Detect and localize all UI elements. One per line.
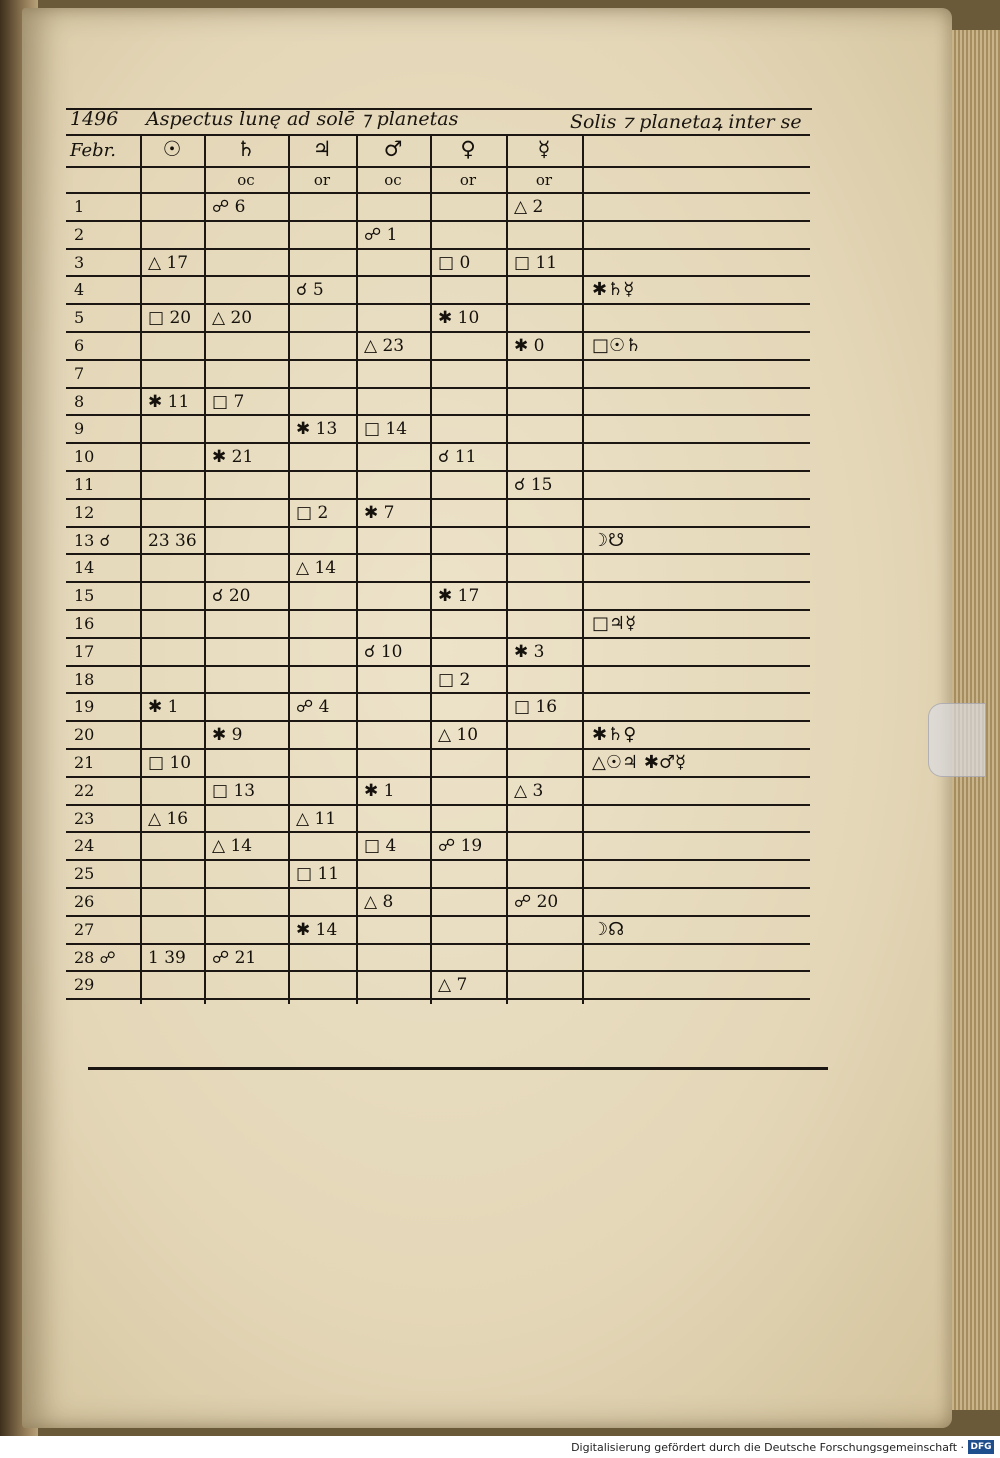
column-header-sub: oc xyxy=(237,171,255,189)
row-day: 26 xyxy=(74,892,95,911)
column-header-symbol: ☉ xyxy=(162,137,182,161)
aspect-cell: △ 3 xyxy=(514,780,544,801)
aspect-cell: 1 39 xyxy=(148,947,186,968)
row-day: 1 xyxy=(74,197,85,216)
row-planet-aspect: □☉♄ xyxy=(592,335,642,356)
table-row-rule xyxy=(66,748,810,750)
row-planet-aspect: ☽☋ xyxy=(592,529,625,551)
page-clip xyxy=(928,703,986,777)
aspect-cell: ☌ 20 xyxy=(212,586,251,607)
column-header-sub: oc xyxy=(384,171,402,189)
column-header-symbol: ☿ xyxy=(537,137,551,161)
aspect-cell: □ 13 xyxy=(212,780,256,801)
table-column-rule xyxy=(430,136,432,1004)
aspect-cell: ✱ 1 xyxy=(364,780,395,801)
row-day: 19 xyxy=(74,697,95,717)
row-planet-aspect: ✱♄☿ xyxy=(592,279,635,301)
row-day: 7 xyxy=(74,363,85,383)
aspect-cell: ☍ 6 xyxy=(212,197,246,217)
table-column-rule xyxy=(356,136,358,1004)
row-day: 2 xyxy=(74,224,85,244)
aspect-cell: △ 23 xyxy=(364,336,405,356)
aspect-cell: □ 10 xyxy=(148,753,192,773)
row-day: 9 xyxy=(74,419,85,439)
row-day: 3 xyxy=(74,252,85,272)
table-row-rule xyxy=(66,414,810,416)
table-row-rule xyxy=(66,303,810,305)
row-day: 6 xyxy=(74,336,85,355)
row-planet-aspect: ☽☊ xyxy=(592,918,625,940)
column-header-sub: or xyxy=(535,171,553,189)
aspect-cell: △ 14 xyxy=(212,836,253,857)
aspect-cell: □ 7 xyxy=(212,391,245,412)
aspect-cell: ☍ 20 xyxy=(514,892,559,912)
month-label: Febr. xyxy=(70,140,117,161)
table-row-rule xyxy=(66,692,810,694)
row-day: 28 ☍ xyxy=(74,947,116,967)
aspect-cell: 23 36 xyxy=(148,530,197,551)
aspect-cell: ✱ 10 xyxy=(438,308,480,329)
table-column-rule xyxy=(140,136,142,1004)
row-day: 27 xyxy=(74,919,95,939)
aspect-cell: ✱ 9 xyxy=(212,725,243,746)
column-header-symbol: ♀ xyxy=(460,137,476,161)
aspect-cell: ☍ 4 xyxy=(296,697,330,718)
aspect-cell: △ 7 xyxy=(438,975,468,996)
row-day: 16 xyxy=(74,614,95,633)
table-rule-top xyxy=(66,134,810,136)
row-day: 15 xyxy=(74,586,95,606)
table-row-rule xyxy=(66,887,810,889)
aspect-cell: ✱ 1 xyxy=(148,697,179,718)
row-day: 10 xyxy=(74,447,95,467)
table-rule-head xyxy=(66,166,810,168)
table-row-rule xyxy=(66,831,810,833)
aspect-cell: △ 10 xyxy=(438,725,479,746)
table-row-rule xyxy=(66,470,810,472)
table-row-rule xyxy=(66,665,810,667)
aspect-cell: ☍ 1 xyxy=(364,224,398,245)
aspect-cell: ✱ 11 xyxy=(148,391,190,412)
table-row-rule xyxy=(66,331,810,333)
table-row-rule xyxy=(66,943,810,945)
column-header-symbol: ♂ xyxy=(383,137,403,161)
aspect-cell: △ 17 xyxy=(148,252,189,273)
table-row-rule xyxy=(66,526,810,528)
table-row-rule xyxy=(66,859,810,861)
aspect-cell: △ 8 xyxy=(364,892,394,912)
row-day: 23 xyxy=(74,808,95,828)
row-day: 22 xyxy=(74,780,95,800)
table-column-rule xyxy=(506,136,508,1004)
row-day: 24 xyxy=(74,836,95,856)
table-row-rule xyxy=(66,275,810,277)
table-row-rule xyxy=(66,359,810,361)
footer-credit: Digitalisierung gefördert durch die Deutsche Forschungsgemeinschaft · xyxy=(571,1441,964,1454)
page-title-right: Solis ⁊ planetaꝝ inter se xyxy=(570,111,802,133)
aspect-cell: ✱ 14 xyxy=(296,919,338,940)
table-row-rule xyxy=(66,553,810,555)
aspect-cell: △ 16 xyxy=(148,808,189,829)
row-planet-aspect: △☉♃ ✱♂☿ xyxy=(592,752,687,773)
aspect-cell: ☌ 15 xyxy=(514,475,553,495)
row-day: 11 xyxy=(74,475,95,494)
aspect-cell: □ 14 xyxy=(364,419,408,440)
column-header-symbol: ♄ xyxy=(236,137,256,161)
aspect-cell: ✱ 0 xyxy=(514,336,545,356)
aspect-cell: □ 2 xyxy=(438,669,471,690)
aspect-cell: ☌ 5 xyxy=(296,280,324,301)
aspect-cell: □ 11 xyxy=(514,252,558,273)
aspect-cell: △ 11 xyxy=(296,808,337,829)
aspect-cell: △ 14 xyxy=(296,558,337,579)
row-day: 14 xyxy=(74,558,95,578)
table-row-rule xyxy=(66,498,810,500)
row-planet-aspect: ✱♄♀ xyxy=(592,724,637,746)
row-day: 5 xyxy=(74,308,85,328)
aspect-cell: ✱ 21 xyxy=(212,447,254,468)
row-day: 25 xyxy=(74,864,95,884)
aspect-cell: □ 20 xyxy=(148,308,192,329)
aspect-cell: ☌ 10 xyxy=(364,641,403,662)
row-day: 4 xyxy=(74,280,85,300)
table-column-rule xyxy=(204,136,206,1004)
table-row-rule xyxy=(66,248,810,250)
table-row-rule xyxy=(66,970,810,972)
aspect-cell: □ 2 xyxy=(296,502,329,523)
aspect-cell: ✱ 17 xyxy=(438,586,480,607)
table-row-rule xyxy=(66,776,810,778)
row-planet-aspect: □♃☿ xyxy=(592,613,637,634)
table-row-rule xyxy=(66,387,810,389)
table-column-rule xyxy=(582,136,584,1004)
column-header-sub: or xyxy=(459,171,477,189)
table-row-rule xyxy=(66,915,810,917)
row-day: 18 xyxy=(74,669,95,689)
column-header-symbol: ♃ xyxy=(312,137,332,161)
table-column-rule xyxy=(288,136,290,1004)
column-header-sub: or xyxy=(313,171,331,189)
aspect-cell: △ 2 xyxy=(514,197,544,217)
aspect-table xyxy=(66,136,810,1016)
page-number: 1496 xyxy=(70,108,119,130)
table-row-rule xyxy=(66,720,810,722)
aspect-cell: ☍ 19 xyxy=(438,836,483,857)
dfg-logo: DFG xyxy=(968,1440,994,1454)
table-row-rule xyxy=(66,581,810,583)
aspect-cell: ☍ 21 xyxy=(212,947,257,968)
table-row-rule xyxy=(66,637,810,639)
aspect-cell: □ 11 xyxy=(296,864,340,885)
bottom-rule xyxy=(88,1067,828,1070)
table-row-rule xyxy=(66,998,810,1000)
row-day: 21 xyxy=(74,753,95,772)
row-day: 12 xyxy=(74,502,95,522)
aspect-cell: ✱ 13 xyxy=(296,419,338,440)
aspect-cell: ✱ 7 xyxy=(364,502,395,523)
aspect-cell: ☌ 11 xyxy=(438,447,477,468)
aspect-cell: □ 0 xyxy=(438,252,471,273)
table-row-rule xyxy=(66,442,810,444)
row-day: 8 xyxy=(74,391,85,411)
aspect-cell: △ 20 xyxy=(212,308,253,329)
row-day: 17 xyxy=(74,641,95,661)
aspect-cell: □ 16 xyxy=(514,697,558,718)
row-day: 13 ☌ xyxy=(74,530,111,550)
table-row-rule xyxy=(66,220,810,222)
aspect-cell: □ 4 xyxy=(364,836,397,857)
table-row-rule xyxy=(66,609,810,611)
table-row-rule xyxy=(66,804,810,806)
page-title: Aspectus lunę ad solē ⁊ planetas xyxy=(146,108,459,130)
aspect-cell: ✱ 3 xyxy=(514,641,545,662)
row-day: 20 xyxy=(74,725,95,745)
row-day: 29 xyxy=(74,975,95,995)
table-rule-sub xyxy=(66,192,810,194)
